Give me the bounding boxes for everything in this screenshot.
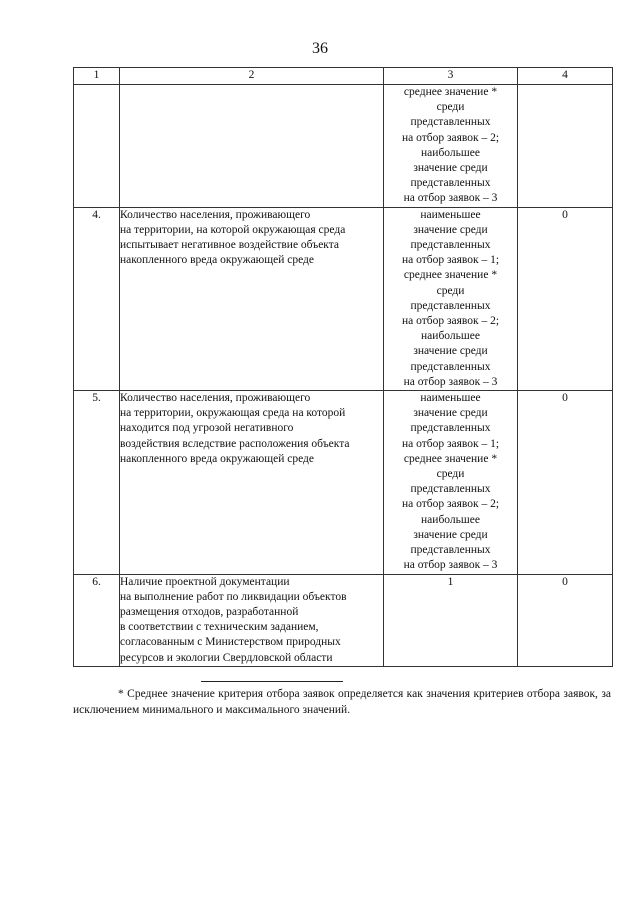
score-line: наименьшее xyxy=(420,392,481,405)
criterion-line: находится под угрозой негативного xyxy=(120,422,294,435)
score-line: на отбор заявок – 2; xyxy=(401,315,500,328)
criterion-cell xyxy=(120,574,384,666)
score-line: наибольшее xyxy=(421,330,480,343)
criterion-line: на выполнение работ по ликвидации объектов xyxy=(120,590,347,603)
footnote-separator xyxy=(201,681,343,682)
criterion-cell xyxy=(120,207,384,390)
criterion-line: испытывает негативное воздействие объекта xyxy=(120,239,340,252)
points-cell: 0 xyxy=(518,207,613,390)
criterion-line: размещения отходов, разработанной xyxy=(120,605,299,618)
column-header-2: 2 xyxy=(120,68,384,85)
table-body xyxy=(74,85,613,667)
criterion-line: на территории, на которой окружающая среда xyxy=(120,223,346,236)
score-line: на отбор заявок – 1; xyxy=(401,437,500,450)
score-line: наибольшее xyxy=(421,513,480,526)
column-header-1: 1 xyxy=(74,68,120,85)
score-cell xyxy=(384,391,518,574)
criterion-line: согласованным с Министерством природных xyxy=(120,636,341,649)
criterion-line: ресурсов и экологии Свердловской области xyxy=(120,651,333,664)
score-line: представленных xyxy=(410,177,491,190)
criterion-line: воздействия вследствие расположения объекта xyxy=(120,437,350,450)
points-cell: 0 xyxy=(518,391,613,574)
criteria-table xyxy=(73,67,613,667)
header-row xyxy=(74,68,613,85)
criterion-line: накопленного вреда окружающей среде xyxy=(120,452,315,465)
score-line: представленных xyxy=(410,360,491,373)
page-number: 36 xyxy=(312,40,328,57)
score-line: на отбор заявок – 3 xyxy=(403,375,498,388)
points-cell: 0 xyxy=(518,574,613,666)
row-number xyxy=(74,85,120,208)
criterion-cell xyxy=(120,85,384,208)
criterion-line: накопленного вреда окружающей среде xyxy=(120,254,315,267)
score-line: среди xyxy=(436,284,465,297)
score-line: наименьшее xyxy=(420,208,481,221)
score-cell xyxy=(384,85,518,208)
row-number: 4. xyxy=(74,207,120,390)
score-cell xyxy=(384,207,518,390)
table-row xyxy=(74,391,613,574)
points-cell xyxy=(518,85,613,208)
score-line: значение среди xyxy=(413,528,488,541)
criterion-line: Количество населения, проживающего xyxy=(120,208,311,221)
score-line: на отбор заявок – 2; xyxy=(401,131,500,144)
column-header-3: 3 xyxy=(384,68,518,85)
score-line: среди xyxy=(436,468,465,481)
criterion-line: Количество населения, проживающего xyxy=(120,392,311,405)
score-line: значение среди xyxy=(413,407,488,420)
criterion-line: на территории, окружающая среда на которой xyxy=(120,407,346,420)
score-line: значение среди xyxy=(413,162,488,175)
column-header-4: 4 xyxy=(518,68,613,85)
score-line: среди xyxy=(436,101,465,114)
row-number: 5. xyxy=(74,391,120,574)
score-line: среднее значение * xyxy=(403,86,498,98)
score-line: значение среди xyxy=(413,223,488,236)
score-line: представленных xyxy=(410,239,491,252)
footnote: * Среднее значение критерия отбора заявок определяется как значения критериев отбора заявок, за исключением минимального и максимального значений. xyxy=(73,688,611,716)
criterion-line: в соответствии с техническим заданием, xyxy=(120,621,319,634)
score-line: на отбор заявок – 2; xyxy=(401,498,500,511)
score-line: на отбор заявок – 1; xyxy=(401,254,500,267)
criterion-cell xyxy=(120,391,384,574)
score-line: представленных xyxy=(410,299,491,312)
table-row xyxy=(74,85,613,208)
score-line: представленных xyxy=(410,483,491,496)
criterion-line: Наличие проектной документации xyxy=(120,575,290,588)
score-line: среднее значение * xyxy=(403,452,498,465)
table-row xyxy=(74,207,613,390)
row-number: 6. xyxy=(74,574,120,666)
score-line: 1 xyxy=(447,575,454,588)
score-line: на отбор заявок – 3 xyxy=(403,559,498,572)
score-line: значение среди xyxy=(413,345,488,358)
score-line: представленных xyxy=(410,116,491,129)
score-cell xyxy=(384,574,518,666)
score-line: на отбор заявок – 3 xyxy=(403,192,498,205)
score-line: среднее значение * xyxy=(403,269,498,282)
score-line: наибольшее xyxy=(421,146,480,159)
score-line: представленных xyxy=(410,422,491,435)
table-row xyxy=(74,574,613,666)
score-line: представленных xyxy=(410,544,491,557)
